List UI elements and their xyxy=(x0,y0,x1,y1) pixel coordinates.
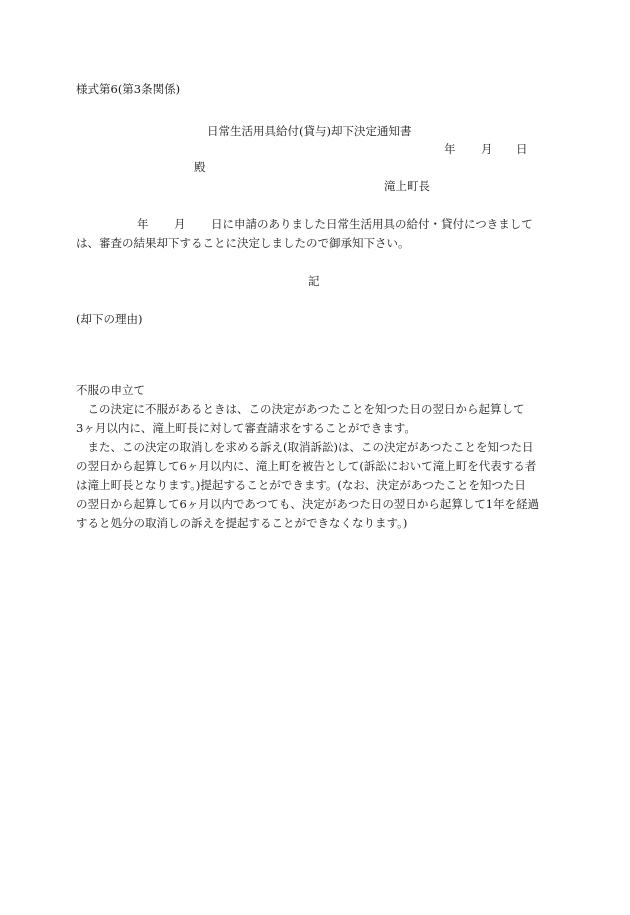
body-year-label: 年 xyxy=(137,217,149,231)
body-line-1: 日に申請のありました日常生活用具の給付・貸付につきまして xyxy=(211,217,533,231)
issuer-name: 滝上町長 xyxy=(384,179,430,193)
objection-line-7: すると処分の取消しの訴えを提起することができなくなります。) xyxy=(76,516,408,530)
objection-line-2: 3ヶ月以内に、滝上町長に対して審査請求をすることができます。 xyxy=(76,421,416,435)
date-day-label: 日 xyxy=(516,142,528,156)
body-month-label: 月 xyxy=(174,217,186,231)
addressee-suffix: 殿 xyxy=(194,160,206,174)
document-title: 日常生活用具給付(貸与)却下決定通知書 xyxy=(207,124,412,138)
objection-heading: 不服の申立て xyxy=(76,383,145,397)
objection-line-3: また、この決定の取消しを求める訴え(取消訴訟)は、この決定があつたことを知つた日 xyxy=(76,440,534,454)
objection-line-5: は滝上町長となります。)提起することができます。(なお、決定があつたことを知つた日 xyxy=(76,478,526,492)
reason-label: (却下の理由) xyxy=(76,312,143,326)
date-month-label: 月 xyxy=(481,142,493,156)
objection-line-4: の翌日から起算して6ヶ月以内に、滝上町を被告として(訴訟において滝上町を代表する者 xyxy=(76,459,537,473)
objection-line-1: この決定に不服があるときは、この決定があつたことを知つた日の翌日から起算して xyxy=(76,402,525,416)
body-line-2: は、審査の結果却下することに決定しましたので御承知下さい。 xyxy=(76,236,410,250)
ki-marker: 記 xyxy=(308,274,320,288)
form-number: 様式第6(第3条関係) xyxy=(76,82,181,96)
objection-line-6: の翌日から起算して6ヶ月以内であつても、決定があつた日の翌日から起算して1年を経過 xyxy=(76,497,540,511)
date-year-label: 年 xyxy=(444,142,456,156)
